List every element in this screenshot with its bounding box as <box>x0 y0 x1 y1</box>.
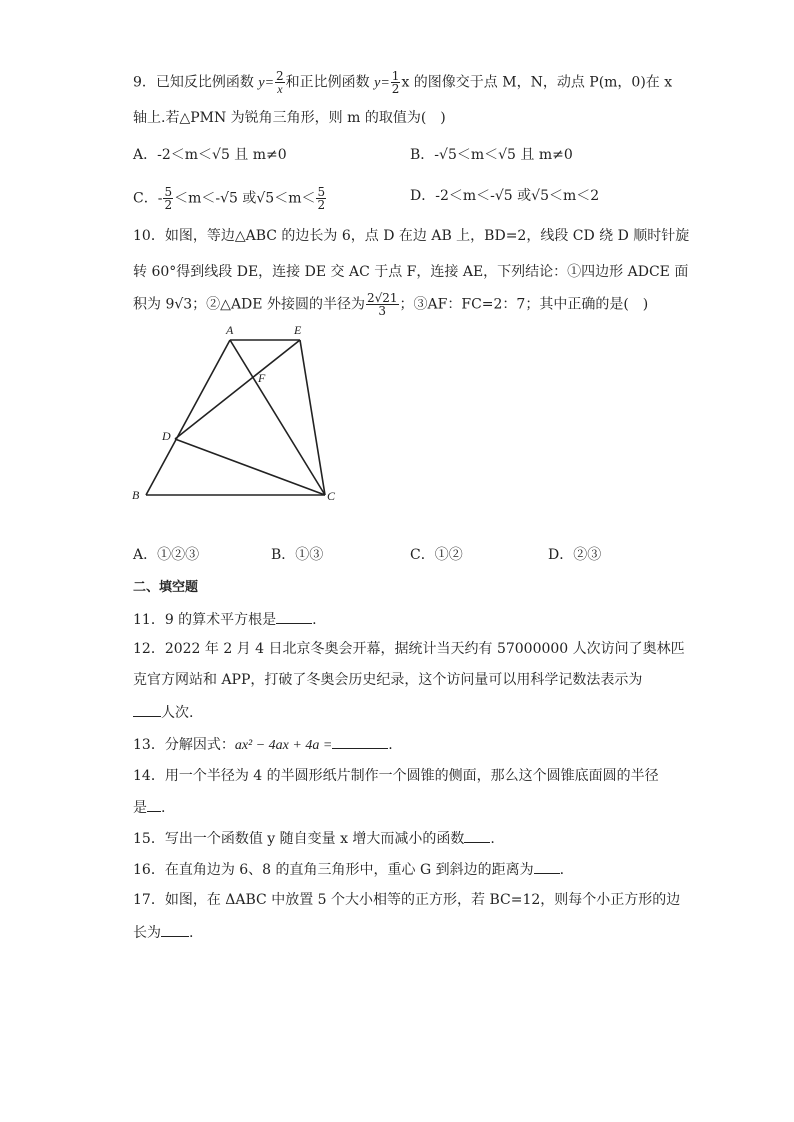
label-d: D <box>162 429 171 443</box>
q15-blank <box>464 828 490 843</box>
label-e: E <box>294 323 302 337</box>
q9-option-a: A．-2＜m＜√5 且 m≠0 <box>133 147 287 163</box>
label-c: C <box>327 489 336 503</box>
q9-y-eq-2: y= <box>374 75 390 91</box>
q17-line1: 17．如图，在 ΔABC 中放置 5 个大小相等的正方形，若 BC=12，则每个小正方形的边 <box>133 892 681 908</box>
q14-line2: 是 . <box>133 797 165 818</box>
q12-line2: 克官方网站和 APP，打破了冬奥会历史纪录，这个访问量可以用科学记数法表示为 <box>133 672 643 688</box>
q17-line2: 长为 . <box>133 922 193 943</box>
label-b: B <box>132 488 140 502</box>
q10-option-c: C．①② <box>410 547 463 563</box>
q14-blank <box>147 797 161 812</box>
q9-option-d: D．-2＜m＜-√5 或√5＜m＜2 <box>410 188 600 204</box>
q9-line1 <box>133 70 672 95</box>
q12-blank <box>133 702 161 717</box>
q11-line: 11．9 的算术平方根是 . <box>133 609 317 630</box>
q12-line1: 12．2022 年 2 月 4 日北京冬奥会开幕，据统计当天约有 57000000 人次访问了奥林匹 <box>133 641 685 657</box>
q10-figure <box>120 320 360 510</box>
segment-ac <box>230 340 325 495</box>
q12-line3: 人次. <box>133 702 193 723</box>
q13-line: 13．分解因式：ax² − 4ax + 4a = . <box>133 734 393 756</box>
q17-blank <box>161 922 189 937</box>
q15-line: 15．写出一个函数值 y 随自变量 x 增大而减小的函数 . <box>133 828 495 849</box>
q10-option-a: A．①②③ <box>133 547 200 563</box>
q9-y-eq: y= <box>258 75 275 91</box>
q10-line3: 积为 9√3；②△ADE 外接圆的半径为 $\frac{2√21}{3}$ ；③AF：FC=2：7；其中正确的是( ) <box>133 291 649 318</box>
label-f: F <box>258 371 266 385</box>
q16-line: 16．在直角边为 6、8 的直角三角形中，重心 G 到斜边的距离为 . <box>133 859 564 880</box>
q10-line2: 转 60°得到线段 DE，连接 DE 交 AC 于点 F，连接 AE，下列结论：①四边形 ADCE 面 <box>133 264 689 280</box>
q13-blank <box>332 734 388 749</box>
q9-frac-2: $\frac{1}{2}$ <box>391 69 400 96</box>
q16-blank <box>534 859 560 874</box>
segment-ab <box>146 340 230 495</box>
q10-option-d: D．②③ <box>548 547 602 563</box>
q11-blank <box>276 609 312 624</box>
segment-dc <box>175 439 325 495</box>
q10-line1: 10．如图，等边△ABC 的边长为 6，点 D 在边 AB 上，BD=2，线段 CD 绕 D 顺时针旋 <box>133 228 690 244</box>
q9-option-c-frac-1: $\frac{5}{2}$ <box>164 185 173 212</box>
q9-text-a: 9．已知反比例函数 <box>133 74 259 91</box>
q14-line1: 14．用一个半径为 4 的半圆形纸片制作一个圆锥的侧面，那么这个圆锥底面圆的半径 <box>133 768 659 784</box>
segment-ec <box>300 340 325 495</box>
q9-option-c: C．- $\frac{5}{2}$ ＜m＜-√5 或√5＜m＜ $\frac{5}{2}$ <box>133 185 326 212</box>
q9-frac-1: $\frac{2}{x}$ <box>276 69 284 96</box>
q9-option-c-frac-2: $\frac{5}{2}$ <box>317 185 326 212</box>
q10-radius-frac: $\frac{2√21}{3}$ <box>366 291 398 318</box>
q9-text-c: x 的图像交于点 M，N，动点 P(m，0)在 x <box>401 74 673 91</box>
q10-option-b: B．①③ <box>271 547 324 563</box>
q13-expression: ax² − 4ax + 4a = <box>234 738 333 753</box>
q9-option-b: B．-√5＜m＜√5 且 m≠0 <box>410 147 573 163</box>
q9-line2: 轴上.若△PMN 为锐角三角形，则 m 的取值为( ) <box>133 110 446 126</box>
label-a: A <box>226 323 234 337</box>
q9-text-b: 和正比例函数 <box>285 74 375 91</box>
section-title: 二、填空题 <box>133 580 199 595</box>
